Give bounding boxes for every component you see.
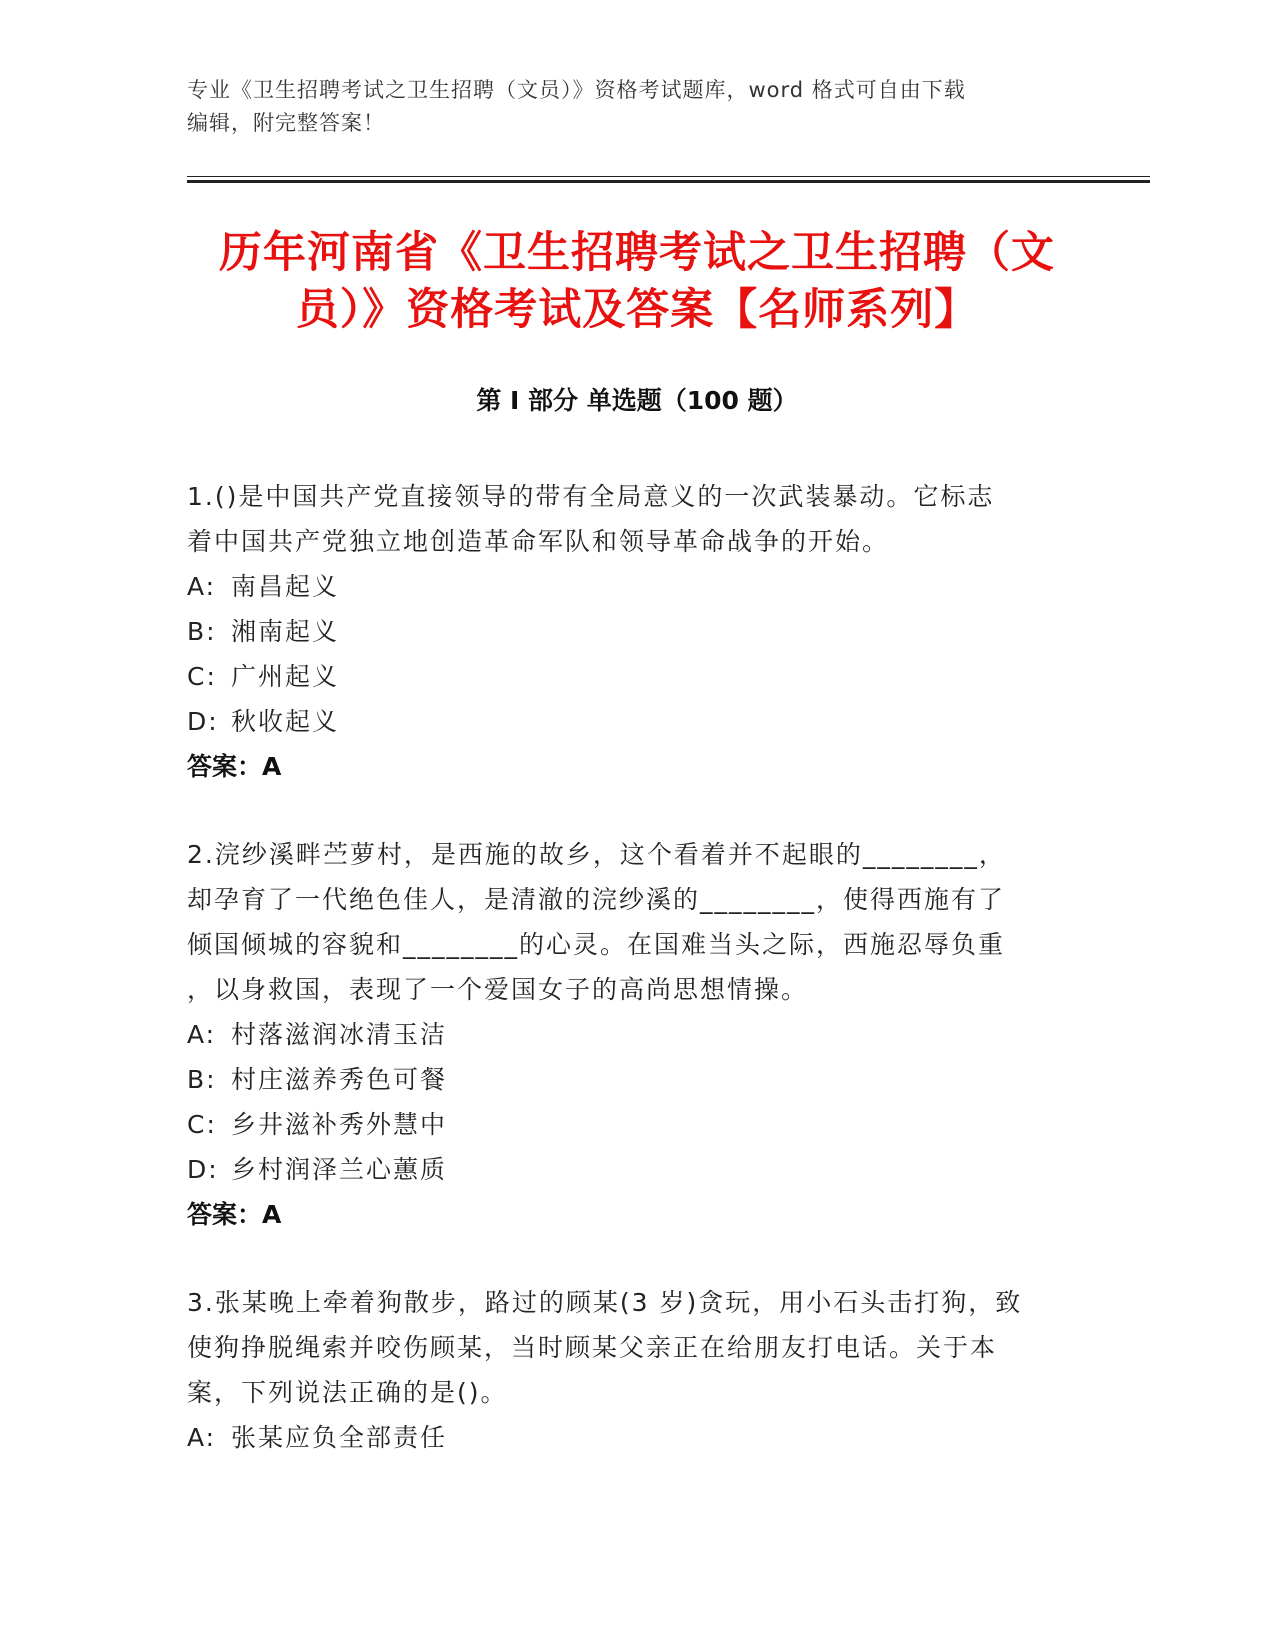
header-note (187, 74, 1087, 140)
answer-line: 答案：A (187, 1200, 282, 1229)
option-a (187, 1415, 1087, 1460)
question-1 (187, 474, 1087, 789)
option-text: 湘南起义 (231, 617, 340, 646)
option-b (187, 609, 1087, 654)
option-key: B: (187, 617, 217, 646)
document-title (187, 225, 1087, 339)
option-key: B: (187, 1065, 217, 1094)
option-text: 南昌起义 (231, 572, 340, 601)
option-c (187, 654, 1087, 699)
option-key: C: (187, 662, 217, 691)
option-text: 村庄滋养秀色可餐 (231, 1065, 448, 1094)
option-a (187, 1012, 1087, 1057)
question-stem-line: 着中国共产党独立地创造革命军队和领导革命战争的开始。 (187, 527, 890, 556)
option-d (187, 1147, 1087, 1192)
option-key: A: (187, 572, 217, 601)
question-stem-line: 却孕育了一代绝色佳人，是清澈的浣纱溪的________，使得西施有了 (187, 885, 1006, 914)
question-stem-line: 2.浣纱溪畔苎萝村，是西施的故乡，这个看着并不起眼的________， (187, 840, 1006, 869)
document-title-line-2: 员）》资格考试及答案【名师系列】 (295, 285, 979, 335)
option-a (187, 564, 1087, 609)
header-divider-thick (187, 180, 1150, 183)
question-stem-line: 案，下列说法正确的是()。 (187, 1378, 508, 1407)
option-text: 村落滋润冰清玉洁 (231, 1020, 448, 1049)
option-text: 广州起义 (231, 662, 340, 691)
option-d (187, 699, 1087, 744)
option-key: A: (187, 1020, 217, 1049)
question-stem (187, 474, 1087, 564)
document-title-line-1: 历年河南省《卫生招聘考试之卫生招聘（文 (219, 228, 1055, 278)
option-key: A: (187, 1423, 217, 1452)
option-text: 乡井滋补秀外慧中 (231, 1110, 448, 1139)
option-key: D: (187, 707, 219, 736)
question-stem (187, 1280, 1087, 1415)
question-list (187, 474, 1087, 1503)
question-stem (187, 832, 1087, 1012)
option-text: 张某应负全部责任 (231, 1423, 448, 1452)
option-text: 乡村润泽兰心蕙质 (231, 1155, 448, 1184)
option-text: 秋收起义 (231, 707, 340, 736)
header-note-line-1: 专业《卫生招聘考试之卫生招聘（文员）》资格考试题库，word 格式可自由下载 (187, 78, 966, 102)
question-2 (187, 832, 1087, 1237)
option-key: D: (187, 1155, 219, 1184)
answer-line: 答案：A (187, 752, 282, 781)
option-key: C: (187, 1110, 217, 1139)
question-stem-line: ，以身救国，表现了一个爱国女子的高尚思想情操。 (187, 975, 809, 1004)
question-3 (187, 1280, 1087, 1460)
question-stem-line: 倾国倾城的容貌和________的心灵。在国难当头之际，西施忍辱负重 (187, 930, 1006, 959)
header-divider-thin (187, 176, 1150, 177)
option-c (187, 1102, 1087, 1147)
section-heading: 第 I 部分 单选题（100 题） (476, 386, 798, 415)
question-stem-line: 1.()是中国共产党直接领导的带有全局意义的一次武装暴动。它标志 (187, 482, 995, 511)
header-note-line-2: 编辑，附完整答案！ (187, 111, 385, 135)
question-stem-line: 3.张某晚上牵着狗散步，路过的顾某(3 岁)贪玩，用小石头击打狗，致 (187, 1288, 1023, 1317)
option-b (187, 1057, 1087, 1102)
question-stem-line: 使狗挣脱绳索并咬伤顾某，当时顾某父亲正在给朋友打电话。关于本 (187, 1333, 998, 1362)
